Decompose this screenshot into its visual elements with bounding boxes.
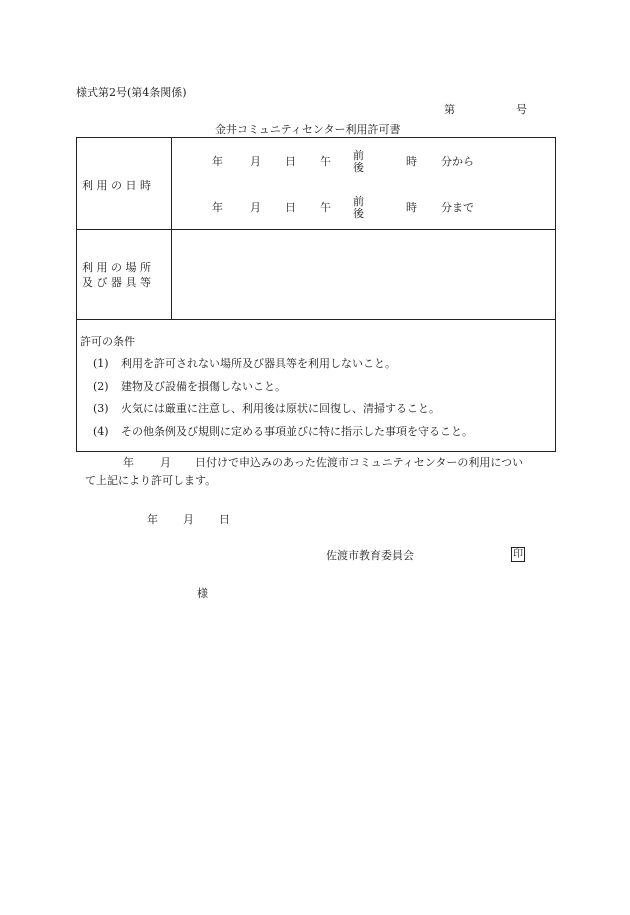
start-day-unit: 日 — [285, 155, 296, 168]
issue-day-unit: 日 — [219, 513, 230, 526]
issue-year-unit: 年 — [147, 513, 158, 526]
condition-text: 建物及び設備を損傷しないこと。 — [121, 380, 286, 393]
place-label-line1: 利 用 の 場 所 — [82, 261, 151, 274]
end-hour-unit: 時 — [406, 201, 417, 214]
issue-month-unit: 月 — [183, 513, 194, 526]
body-year-unit: 年 — [123, 456, 134, 469]
end-year-unit: 年 — [212, 201, 223, 214]
start-am-option: 前 — [353, 149, 364, 162]
condition-number: (3) — [93, 402, 109, 415]
condition-text: 火気には厳重に注意し、利用後は原状に回復し、清掃すること。 — [121, 402, 440, 415]
body-month-unit: 月 — [160, 456, 171, 469]
row-divider-2 — [77, 319, 555, 320]
place-value-field — [172, 230, 555, 318]
end-noon-unit: 午 — [320, 201, 331, 214]
start-noon-unit: 午 — [320, 155, 331, 168]
start-month-unit: 月 — [250, 155, 261, 168]
addressee-honorific: 様 — [197, 587, 208, 600]
body-line2: て上記により許可します。 — [85, 474, 217, 487]
end-am-pm-choice — [353, 196, 364, 219]
end-day-unit: 日 — [285, 201, 296, 214]
body-line1: 日付けで申込みのあった佐渡市コミュニティセンターの利用につい — [195, 456, 524, 469]
start-am-pm-choice — [353, 150, 364, 173]
doc-number-prefix: 第 — [444, 103, 455, 116]
end-minute-unit: 分まで — [441, 201, 474, 214]
end-am-option: 前 — [353, 195, 364, 208]
start-year-unit: 年 — [212, 155, 223, 168]
seal-mark: 印 — [513, 549, 523, 560]
condition-text: 利用を許可されない場所及び器具等を利用しないこと。 — [121, 357, 396, 370]
condition-number: (1) — [93, 357, 109, 370]
place-label-line2: 及 び 器 具 等 — [82, 276, 151, 289]
condition-number: (2) — [93, 380, 109, 393]
document-title: 金井コミュニティセンター利用許可書 — [215, 123, 401, 136]
end-month-unit: 月 — [250, 201, 261, 214]
issuer-name: 佐渡市教育委員会 — [326, 549, 414, 562]
condition-text: その他条例及び規則に定める事項並びに特に指示した事項を守ること。 — [121, 425, 473, 438]
permit-table — [76, 137, 556, 452]
start-pm-option: 後 — [353, 161, 364, 174]
conditions-heading: 許可の条件 — [80, 335, 135, 348]
condition-number: (4) — [93, 425, 109, 438]
end-pm-option: 後 — [353, 207, 364, 220]
doc-number-suffix: 号 — [516, 103, 527, 116]
start-minute-unit: 分から — [441, 155, 474, 168]
form-number: 様式第2号(第4条関係) — [76, 86, 187, 99]
start-hour-unit: 時 — [406, 155, 417, 168]
datetime-label: 利 用 の 日 時 — [82, 179, 151, 192]
